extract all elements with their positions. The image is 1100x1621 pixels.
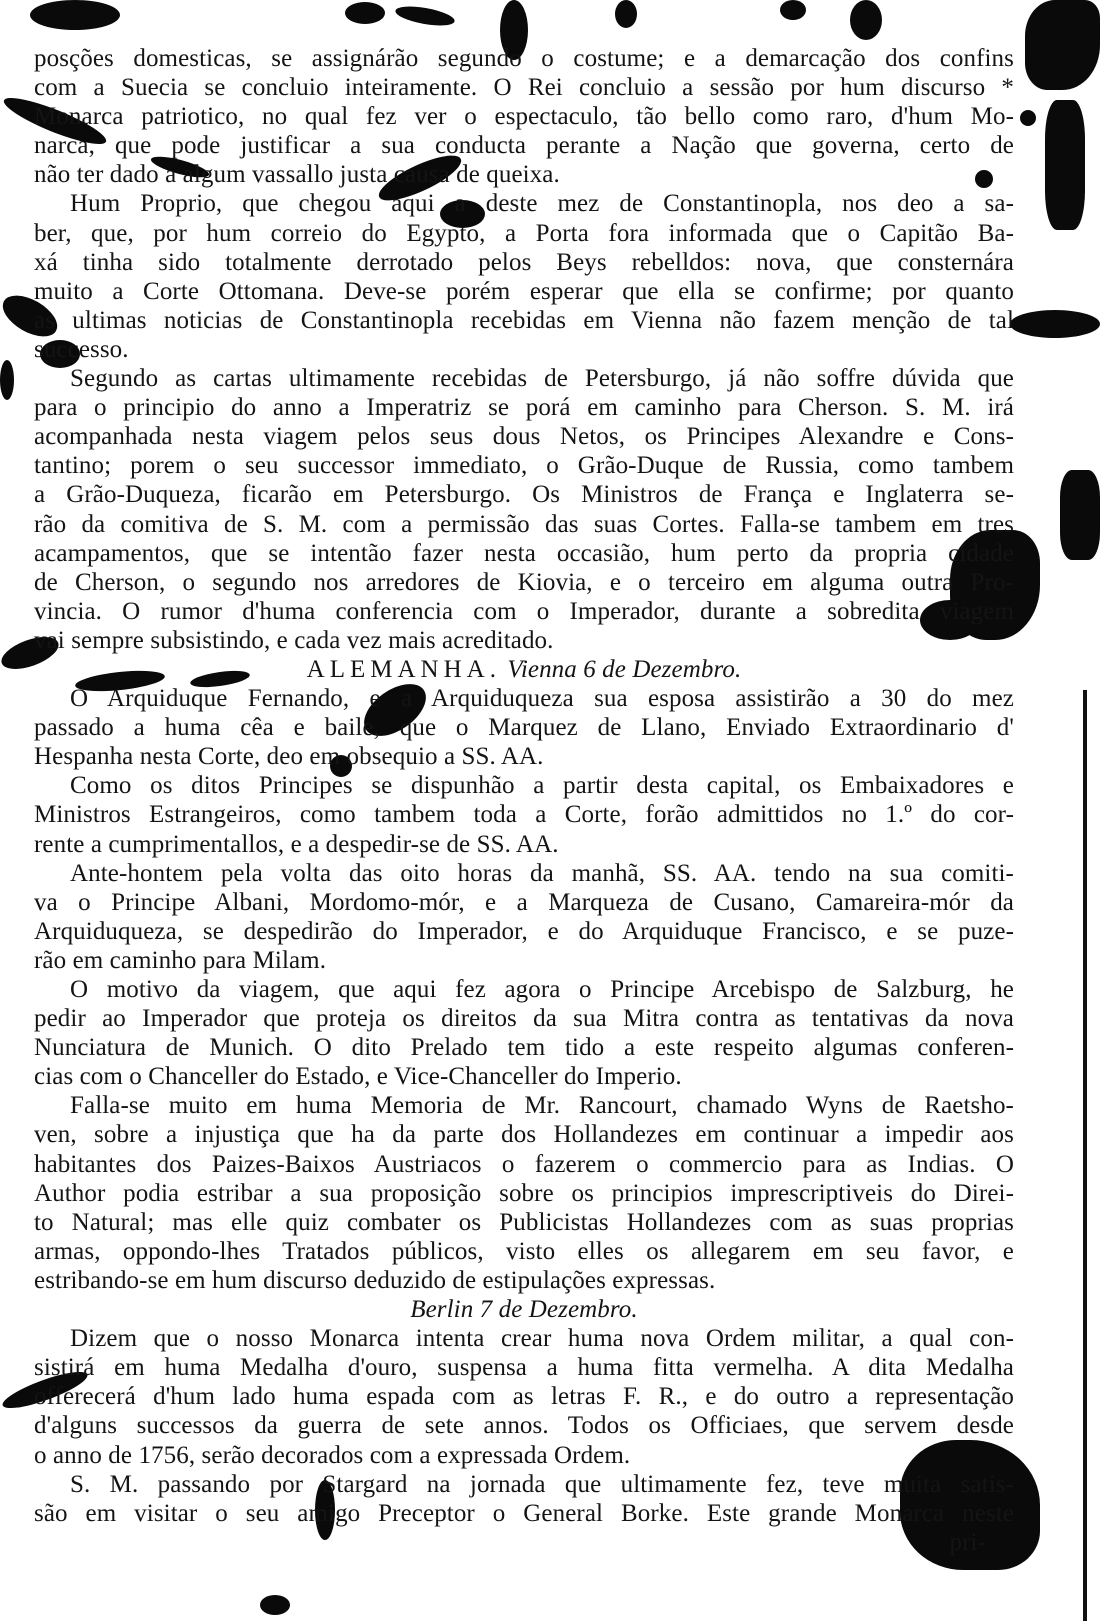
ink-blot [1060,470,1100,560]
text-line: para o principio do anno a Imperatriz se porá em caminho para Cherson. S. M. irá [34,394,1014,422]
text-line: estribando-se em hum discurso deduzido de estipulações expressas. [34,1266,716,1294]
heading-country: ALEMANHA. [306,655,501,683]
text-line: Segundo as cartas ultimamente recebidas de Petersburgo, já não soffre dúvida que [70,365,1014,393]
ink-blot [1010,310,1100,338]
text-line: Ministros Estrangeiros, como tambem toda a Corte, forão admittidos no 1.º do cor- [34,801,1014,829]
text-line: o anno de 1756, serão decorados com a expressada Ordem. [34,1441,631,1469]
dateline-heading: Berlin 7 de Dezembro. [410,1296,638,1324]
ink-blot [345,2,385,24]
text-line: to Natural; mas elle quiz combater os Publicistas Hollandezes com as suas proprias [34,1208,1014,1236]
ink-blot [1025,0,1100,90]
text-line: Como os ditos Principes se dispunhão a partir desta capital, os Embaixadores e [70,772,1014,800]
text-line: d'alguns successos da guerra de sete annos. Todos os Officiaes, que servem desde [34,1412,1014,1440]
text-line: rente a cumprimentallos, e a despedir-se de SS. AA. [34,830,559,858]
ink-blot [780,0,806,20]
text-line: são em visitar o seu amigo Preceptor o General Borke. Este grande Monarca neste [34,1499,1014,1527]
text-line: acompanhada nesta viagem pelos seus dous Netos, os Principes Alexandre e Cons- [34,423,1014,451]
text-line: ber, que, por hum correio do Egypto, a Porta fora informada que o Capitão Ba- [34,219,1014,247]
ink-blot [0,360,14,400]
ink-blot [1045,100,1085,230]
ink-blot [850,0,882,40]
heading-dateline: Vienna 6 de Dezembro. [507,655,742,683]
text-line: xá tinha sido totalmente derrotado pelos Beys rebelldos: nova, que consternára [34,248,1014,276]
text-line: não ter dado a algum vassallo justa causa de queixa. [34,161,560,189]
text-line: rão em caminho para Milam. [34,946,327,974]
text-line: cias com o Chanceller do Estado, e Vice-Chanceller do Imperio. [34,1063,682,1091]
text-line: Hum Proprio, que chegou aqui a deste mez de Constantinopla, nos deo a sa- [70,190,1014,218]
text-line: narca, que pode justificar a sua conducta perante a Nação que governa, certo de [34,132,1014,160]
text-line: pedir ao Imperador que proteja os direitos da sua Mitra contra as tentativas da nova [34,1005,1014,1033]
text-line: vincia. O rumor d'huma conferencia com o Imperador, durante a sobredita viagem [34,597,1014,625]
text-line: muito a Corte Ottomana. Deve-se porém esperar que ella se confirme; por quanto [34,277,1014,305]
ink-blot [30,0,120,30]
text-line: a Grão-Duqueza, ficarão em Petersburgo. Os Ministros de França e Inglaterra se- [34,481,1014,509]
text-line: Hespanha nesta Corte, deo em obsequio a SS. AA. [34,743,544,771]
text-line: tantino; porem o seu successor immediato, o Grão-Duque de Russia, como tambem [34,452,1014,480]
ink-blot [615,0,637,28]
text-line: vai sempre subsistindo, e cada vez mais acreditado. [34,626,554,654]
catchword: pri- [949,1528,986,1556]
text-line: passado a huma cêa e baile, que o Marquez de Llano, Enviado Extraordinario d' [34,714,1014,742]
text-column [34,44,1014,1557]
text-line: Nunciatura de Munich. O dito Prelado tem tido a este respeito algumas conferen- [34,1034,1014,1062]
text-line: Dizem que o nosso Monarca intenta crear huma nova Ordem militar, a qual con- [70,1325,1014,1353]
ink-blot [260,1595,290,1615]
text-line: de Cherson, o segundo nos arredores de Kiovia, e o terceiro em alguma outra Pro- [34,568,1014,596]
text-line: armas, oppondo-lhes Tratados públicos, visto elles os allegarem em seu favor, e [34,1237,1014,1265]
text-line: va o Principe Albani, Mordomo-mór, e a Marqueza de Cusano, Camareira-mór da [34,888,1014,916]
text-line: successo. [34,335,129,363]
text-line: O motivo da viagem, que aqui fez agora o Principe Arcebispo de Salzburg, he [70,976,1014,1003]
text-line: posções domesticas, se assignárão segundo o costume; e a demarcação dos confins [34,45,1014,72]
ink-blot [394,3,456,29]
text-line: acampamentos, que se intentão fazer nesta occasião, hum perto da propria cidade [34,539,1014,567]
margin-rule [1083,690,1087,1621]
text-line: S. M. passando por Stargard na jornada que ultimamente fez, teve muita satis- [70,1470,1014,1498]
text-line: ven, sobre a injustiça que ha da parte dos Hollandezes em continuar a impedir aos [34,1121,1014,1149]
text-line: Monarca patriotico, no qual fez ver o espectaculo, tão bello como raro, d'hum Mo- [34,103,1014,131]
text-line: offerecerá d'hum lado huma espada com as letras F. R., e do outro a representação [34,1383,1014,1411]
section-heading [34,655,1014,684]
text-line: Falla-se muito em huma Memoria de Mr. Rancourt, chamado Wyns de Raetsho- [70,1092,1014,1120]
text-line: sistirá em huma Medalha d'ouro, suspensa a huma fitta vermelha. A dita Medalha [34,1354,1014,1382]
text-line: O Arquiduque Fernando, e a Arquiduqueza sua esposa assistirão a 30 do mez [70,685,1014,713]
text-line: Author podia estribar a sua proposição sobre os principios imprescriptiveis do Direi- [34,1179,1014,1207]
text-line: as ultimas noticias de Constantinopla recebidas em Vienna não fazem menção de tal [34,306,1014,334]
text-line: Ante-hontem pela volta das oito horas da manhã, SS. AA. tendo na sua comiti- [70,859,1014,887]
text-line: com a Suecia se concluio inteiramente. O Rei concluio a sessão por hum discurso * [34,74,1014,102]
text-line: rão da comitiva de S. M. com a permissão das suas Cortes. Falla-se tambem em tres [34,510,1014,538]
ink-blot [1020,110,1036,126]
text-line: habitantes dos Paizes-Baixos Austriacos o fazerem o commercio para as Indias. O [34,1150,1014,1178]
text-line: Arquiduqueza, se despedirão do Imperador, e do Arquiduque Francisco, e se puze- [34,917,1014,945]
